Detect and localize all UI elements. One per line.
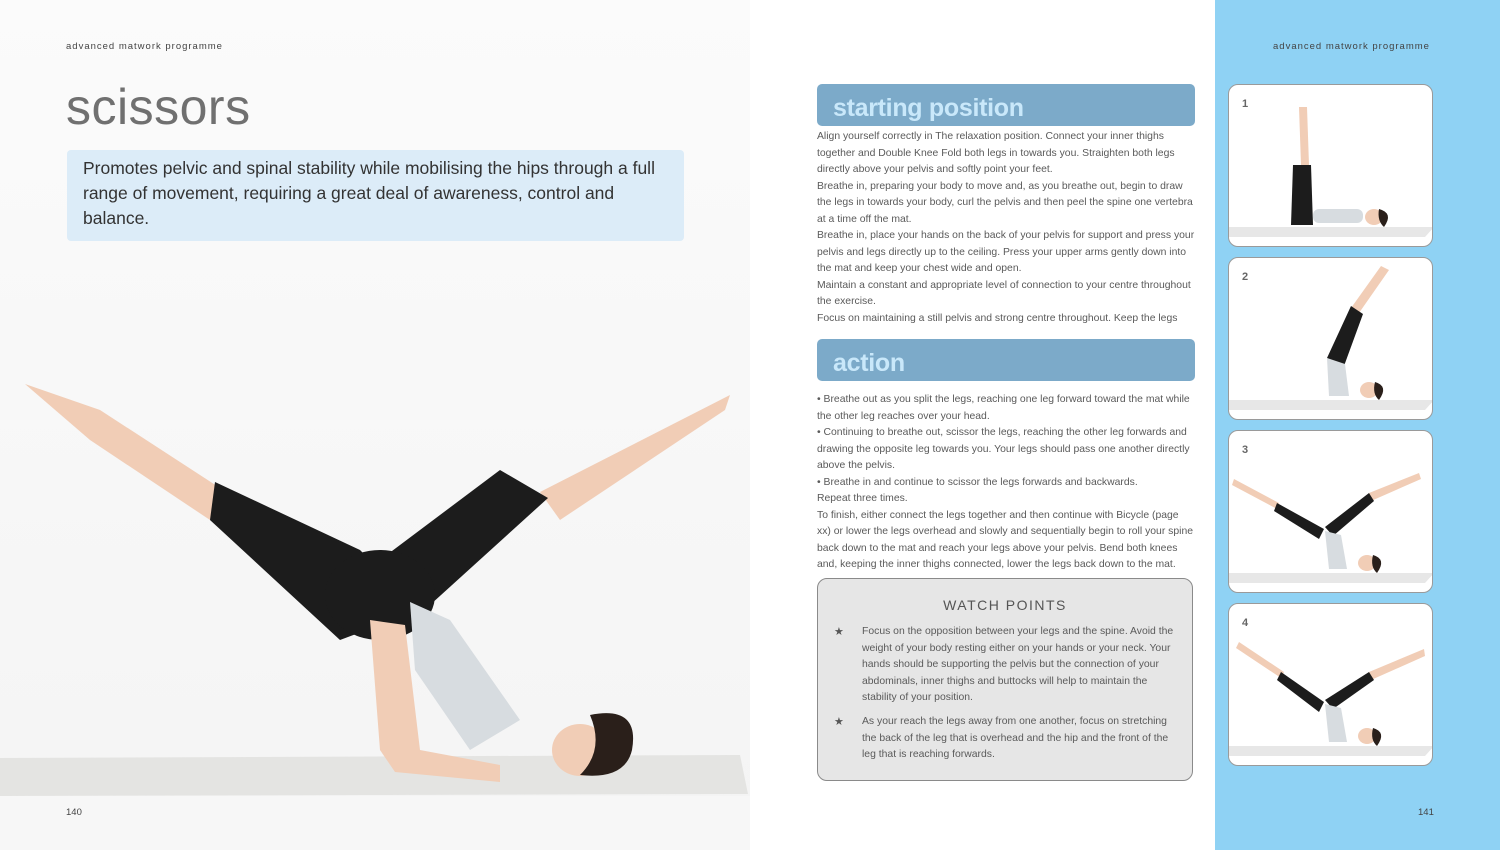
right-leg-skin — [1369, 649, 1425, 680]
legs-leggings — [1327, 306, 1363, 366]
left-leg-leggings — [1274, 503, 1324, 539]
right-leg-skin — [1369, 473, 1421, 501]
main-exercise-photo — [0, 370, 750, 850]
left-leg-skin — [1232, 479, 1279, 509]
floor — [0, 796, 750, 850]
paragraph: Focus on maintaining a still pelvis and strong centre throughout. Keep the legs — [817, 312, 1178, 324]
right-leg-leggings — [1325, 672, 1374, 709]
hair — [1379, 209, 1388, 227]
watch-point-item — [834, 714, 1174, 764]
star-icon: ★ — [834, 626, 844, 638]
step-number: 1 — [1242, 98, 1249, 110]
running-head-right: advanced matwork programme — [1273, 41, 1430, 52]
page-title: scissors — [66, 79, 251, 135]
legs-skin — [1351, 266, 1389, 313]
intro-box: Promotes pelvic and spinal stability while mobilising the hips through a full range of movement, requiring a great deal of awareness, control and balance. — [67, 150, 684, 241]
mat — [1229, 573, 1433, 583]
torso — [1325, 704, 1347, 742]
torso-top — [410, 602, 520, 750]
torso — [1325, 531, 1347, 569]
starting-position-heading: starting position — [817, 84, 1195, 126]
paragraph: • Continuing to breathe out, scissor the legs, reaching the other leg forwards and drawing the opposite leg towards you. Your legs should pass one another directly above the pelvis. — [817, 427, 1190, 471]
hair — [1372, 728, 1381, 746]
torso — [1313, 209, 1363, 223]
paragraph: Breathe in, place your hands on the back of your pelvis for support and press your pelvis and legs directly up to the ceiling. Press your upper arms gently down into the mat and keep your chest wide and open. — [817, 230, 1195, 274]
step-number: 3 — [1242, 444, 1249, 456]
paragraph: Maintain a constant and appropriate level of connection to your centre throughout the exercise. — [817, 279, 1191, 307]
step-photo-4 — [1228, 603, 1433, 766]
right-leg-leggings — [1325, 493, 1374, 536]
mat — [1229, 227, 1433, 237]
paragraph: To finish, either connect the legs together and then continue with Bicycle (page xx) or lower the legs overhead and slowly and sequentially begin to roll your spine back down to the mat and reach your legs above your pelvis. Bend both knees and, keeping the inner thighs connected, lower the legs back down to the mat. — [817, 509, 1194, 570]
running-head-left: advanced matwork programme — [66, 41, 223, 52]
legs-skin — [1299, 107, 1309, 165]
left-leg-skin — [25, 384, 220, 520]
watch-points-title: WATCH POINTS — [943, 597, 1067, 613]
action-text — [817, 392, 1195, 574]
mat — [1229, 400, 1433, 410]
watch-points-box — [817, 578, 1193, 781]
hair — [1374, 382, 1383, 400]
star-icon: ★ — [834, 716, 844, 728]
paragraph: • Breathe in and continue to scissor the legs forwards and backwards. — [817, 476, 1138, 488]
hair — [1372, 555, 1381, 573]
torso — [1327, 358, 1349, 396]
paragraph: Repeat three times. — [817, 493, 908, 504]
action-heading: action — [817, 339, 1195, 381]
mat — [1229, 746, 1433, 756]
watch-point-text: As your reach the legs away from one another, focus on stretching the back of the leg that is overhead and the hip and the front of the leg that is reaching forwards. — [862, 716, 1169, 760]
step-number: 4 — [1242, 617, 1249, 629]
legs-leggings — [1291, 165, 1313, 225]
paragraph: Align yourself correctly in The relaxation position. Connect your inner thighs together and Double Knee Fold both legs in towards you. Straighten both legs directly above your pelvis and softly point your feet. — [817, 131, 1175, 175]
paragraph: Breathe in, preparing your body to move and, as you breathe out, begin to draw the legs in towards your body, curl the pelvis and then peel the spine one vertebra at a time off the mat. — [817, 180, 1193, 225]
step-photo-2 — [1228, 257, 1433, 420]
left-leg-leggings — [1277, 672, 1324, 712]
right-leg-skin — [540, 395, 730, 520]
watch-point-text: Focus on the opposition between your legs and the spine. Avoid the weight of your body resting either on your hands or your neck. Your hands should be supporting the pelvis but the connection of your abdominals, inner thighs and buttocks will help to maintain the stability of your position. — [862, 626, 1174, 703]
page-number-right: 141 — [1418, 807, 1434, 818]
starting-position-text — [817, 129, 1195, 327]
step-number: 2 — [1242, 271, 1249, 283]
step-photo-1 — [1228, 84, 1433, 247]
watch-point-item — [834, 624, 1174, 707]
left-leg-skin — [1236, 642, 1284, 678]
yoga-mat — [0, 755, 748, 796]
page-number-left: 140 — [66, 807, 82, 818]
step-photo-3 — [1228, 430, 1433, 593]
paragraph: • Breathe out as you split the legs, reaching one leg forward toward the mat while the other leg reaches over your head. — [817, 394, 1190, 422]
